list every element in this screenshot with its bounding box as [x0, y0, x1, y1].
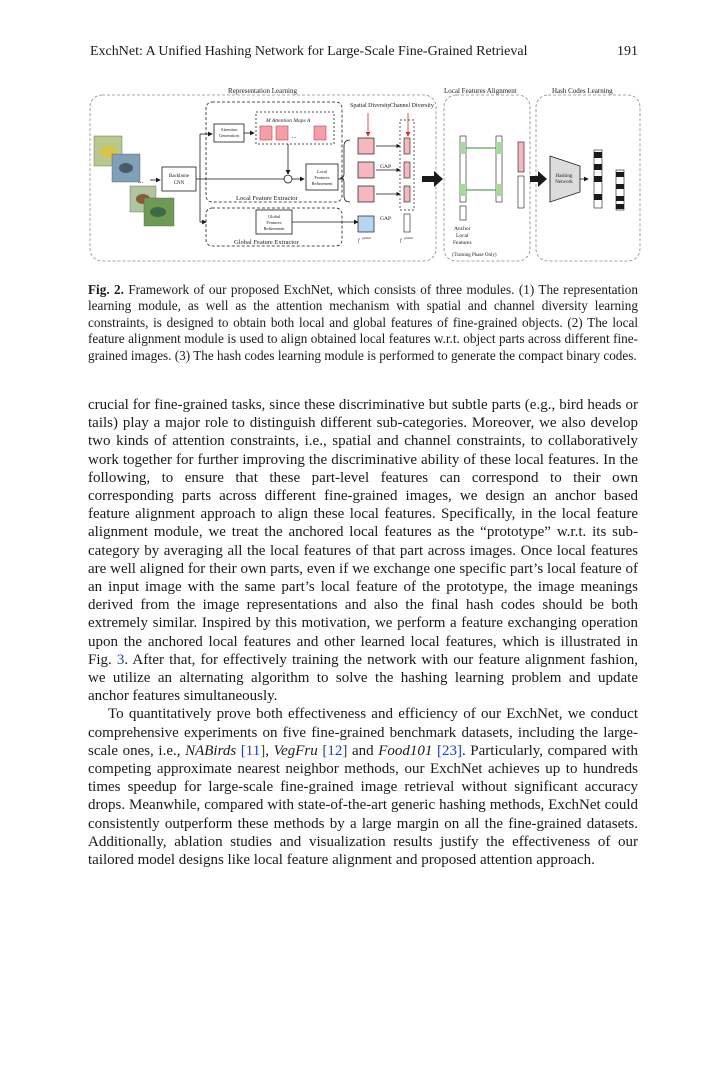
svg-text:Global Feature Extractor: Global Feature Extractor: [234, 239, 299, 246]
svg-text:global: global: [404, 236, 413, 240]
svg-text:Generation: Generation: [219, 133, 239, 138]
fig-3-link[interactable]: 3: [116, 651, 125, 668]
svg-text:Local Feature Extractor: Local Feature Extractor: [236, 195, 298, 202]
running-header: [88, 44, 638, 66]
svg-text:Local: Local: [456, 233, 469, 239]
svg-text:GAP: GAP: [380, 216, 392, 222]
svg-text:global: global: [362, 236, 371, 240]
channel-diversity-label: Channel Diversity: [390, 103, 434, 109]
caption-text: Framework of our proposed ExchNet, which consists of three modules. (1) The representation learning module, as well as the attention mechanism with spatial and channel diversity learning constraints, is designed to obtain both local and global features of fine-grained objects. (2) The local feature alignment module is used to align obtained local features w.r.t. object parts across different fine-grained images. (3) The hash codes learning module is performed to generate the compact binary codes.: [88, 282, 638, 363]
running-title: ExchNet: A Unified Hashing Network for Large-Scale Fine-Grained Retrieval: [90, 44, 528, 59]
figure-caption: [88, 282, 638, 364]
svg-text:GAP: GAP: [380, 164, 392, 170]
caption-label: Fig. 2.: [88, 282, 124, 297]
hashing-network-box: [550, 156, 580, 202]
label-representation-learning: Representation Learning: [228, 87, 298, 95]
alignment-vectors: [460, 136, 524, 220]
arrow-to-alignment: [422, 171, 443, 187]
svg-text:Hashing: Hashing: [555, 174, 573, 179]
backbone-cnn-box: [162, 167, 196, 191]
svg-text:Features: Features: [314, 175, 330, 180]
svg-text:Features: Features: [453, 240, 472, 246]
figure-framework: [88, 80, 644, 268]
svg-text:f: f: [358, 239, 360, 244]
body-text: [88, 396, 638, 869]
svg-text:Anchor: Anchor: [454, 226, 471, 232]
label-local-features-alignment: Local Features Alignment: [444, 87, 517, 95]
ref-12-link[interactable]: [12]: [322, 742, 348, 759]
svg-text:CNN: CNN: [173, 181, 185, 186]
svg-text:...: ...: [138, 177, 144, 185]
svg-text:Refinement: Refinement: [263, 226, 285, 231]
svg-text:f: f: [400, 239, 402, 244]
svg-text:...: ...: [292, 134, 297, 140]
spatial-diversity-label: Spatial Diversity: [350, 103, 391, 109]
page-number: 191: [617, 44, 638, 59]
svg-text:Backbone: Backbone: [169, 174, 189, 179]
local-feature-cubes: [358, 138, 374, 232]
svg-text:Global: Global: [267, 214, 281, 219]
paragraph-1: crucial for fine-grained tasks, since these discriminative but subtle parts (e.g., bird heads or tails) play a major role to distinguish different sub-categories. Moreover, we also develop two kinds of attention constraints, i.e., spatial and channel constraints, to collaboratively work together for further improving the discriminative ability of these local features. In the following, to ensure that these part-level features can correspond to their own corresponding parts across different fine-grained images, we design an anchor based feature alignment approach to align these local features. Specifically, in the local feature alignment module, we treat the anchored local features as the “prototype” w.r.t. its sub-category by averaging all the local features of that part across images. Once local features are well aligned for their own parts, even if we exchange one specific part’s local feature of an input image with the same part’s local feature of the prototype, the image meanings derived from the image representations and also the final hash codes should be both extremely similar. Inspired by this motivation, we perform a feature exchanging operation upon the anchored local features and other learned local features, which is illustrated in Fig. 3. After that, for effectively training the network with our feature alignment fashion, we utilize an alternating algorithm to solve the hashing learning problem and update anchor features simultaneously.: [88, 397, 639, 705]
svg-text:Features: Features: [266, 220, 282, 225]
svg-text:Refinement: Refinement: [311, 181, 333, 186]
svg-text:Local: Local: [316, 169, 328, 174]
paragraph-2: To quantitatively prove both effectiveness and efficiency of our ExchNet, we conduct comprehensive experiments on five fine-grained benchmark datasets, including the large-scale ones, i.e., NABirds [11], VegFru [12] and Food101 [23]. Particularly, compared with competing approximate nearest neighbor methods, our ExchNet achieves up to hundreds times speedup for large-scale fine-grained image retrieval without significant accuracy drops. Meanwhile, compared with state-of-the-art generic hashing methods, ExchNet could consistently outperform these methods by a large margin on all the fine-grained datasets. Additionally, ablation studies and visualization results justify the effectiveness of our tailored model designs like local feature alignment and proposed attention approach.: [88, 706, 639, 869]
training-phase-note: (Training Phase Only): [452, 253, 497, 258]
hash-code-bits: [594, 150, 624, 210]
ref-11-link[interactable]: [11]: [240, 742, 266, 759]
svg-text:Network: Network: [555, 180, 573, 185]
attention-maps-label: M Attention Maps A: [266, 118, 311, 124]
label-hash-codes-learning: Hash Codes Learning: [552, 87, 613, 95]
svg-text:Attention: Attention: [220, 127, 238, 132]
ref-23-link[interactable]: [23]: [436, 742, 462, 759]
